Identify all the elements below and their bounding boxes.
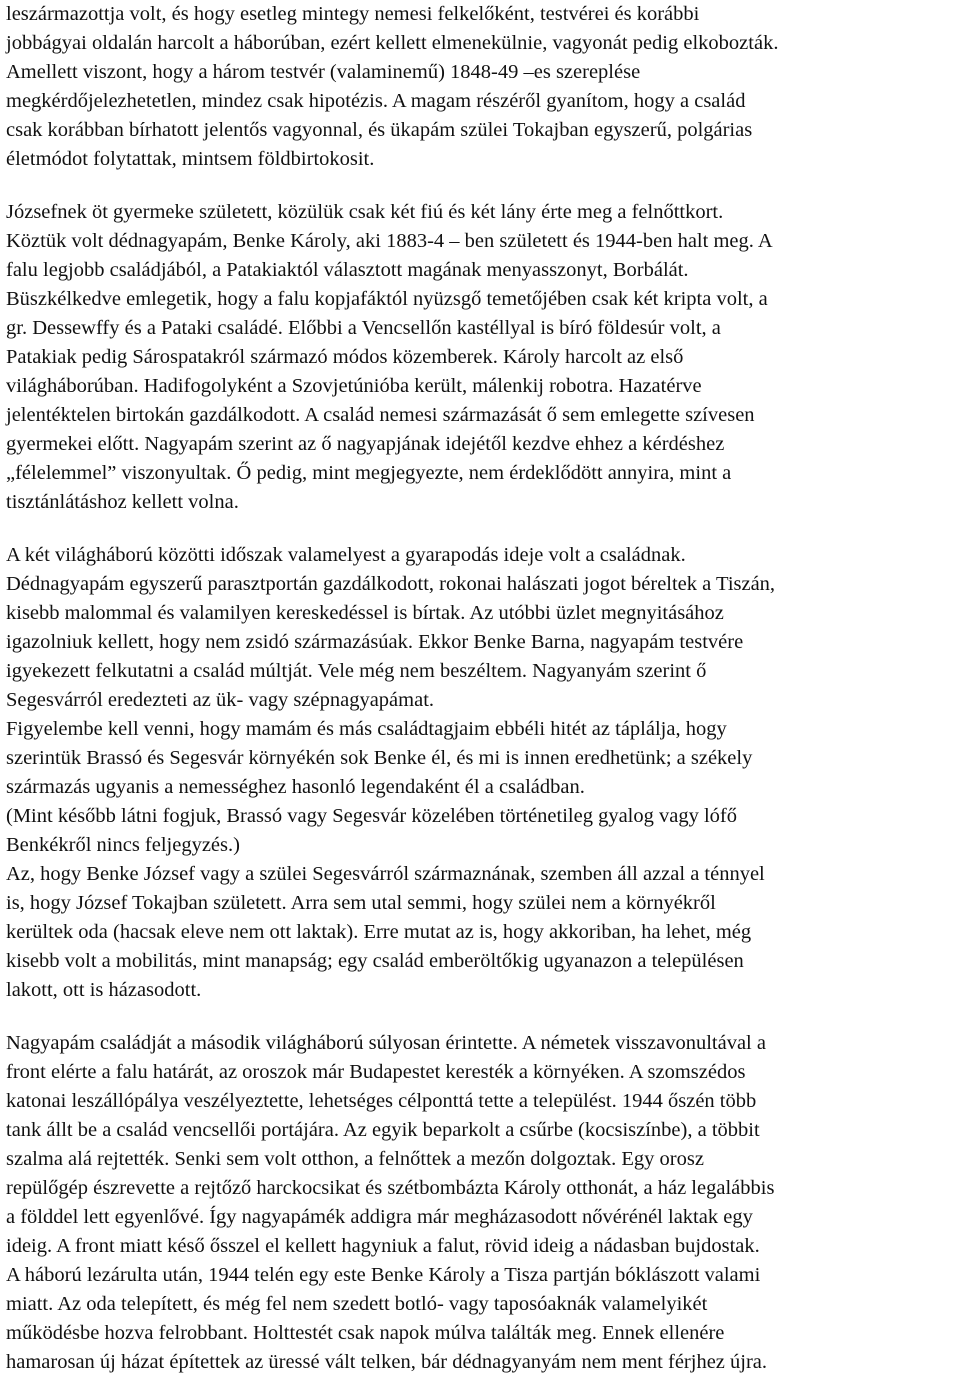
text-line: falu legjobb családjából, a Patakiaktól választott magának menyasszonyt, Borbálát. xyxy=(6,259,689,281)
text-line: A két világháború közötti időszak valamelyest a gyarapodás ideje volt a családnak. xyxy=(6,544,686,566)
text-line: Figyelembe kell venni, hogy mamám és más családtagjaim ebbéli hitét az táplálja, hogy xyxy=(6,718,727,740)
text-line: tisztánlátáshoz kellett volna. xyxy=(6,491,239,513)
document-page xyxy=(6,0,958,1377)
text-line: „félelemmel” viszonyultak. Ő pedig, mint megjegyezte, nem érdeklődött annyira, mint a xyxy=(6,462,732,484)
paragraph-gap xyxy=(6,1005,958,1029)
text-line: ideig. A front miatt késő ősszel el kellett hagyniuk a falut, rövid ideig a nádasban bujdostak. xyxy=(6,1235,760,1257)
text-line: Büszkélkedve emlegetik, hogy a falu kopjafáktól nyüzsgő temetőjében csak két kripta volt, a xyxy=(6,288,768,310)
paragraph-2 xyxy=(6,198,958,517)
paragraph-gap xyxy=(6,517,958,541)
text-line: is, hogy József Tokajban született. Arra sem utal semmi, hogy szülei nem a környékről xyxy=(6,892,716,914)
text-line: repülőgép észrevette a rejtőző harckocsikat és szétbombázta Károly otthonát, a ház legalábbis xyxy=(6,1177,775,1199)
text-line: szerintük Brassó és Segesvár környékén sok Benke él, és mi is innen eredhetünk; a székely xyxy=(6,747,753,769)
text-line: hamarosan új házat építettek az üressé vált telken, bár dédnagyanyám nem ment férjhez újra. xyxy=(6,1351,768,1373)
text-line: kisebb malommal és valamilyen kereskedéssel is bírtak. Az utóbbi üzlet megnyitásához xyxy=(6,602,724,624)
text-line: világháborúban. Hadifogolyként a Szovjetúnióba került, málenkij robotra. Hazatérve xyxy=(6,375,702,397)
text-line: igyekezett felkutatni a család múltját. Vele még nem beszéltem. Nagyanyám szerint ő xyxy=(6,660,707,682)
text-line: Dédnagyapám egyszerű parasztportán gazdálkodott, rokonai halászati jogot béreltek a Tiszán, xyxy=(6,573,776,595)
text-line: jobbágyai oldalán harcolt a háborúban, ezért kellett elmenekülnie, vagyonát pedig elkobozták. xyxy=(6,32,779,54)
text-line: Patakiak pedig Sárospatakról származó módos közemberek. Károly harcolt az első xyxy=(6,346,684,368)
paragraph-gap xyxy=(6,174,958,198)
text-line: Nagyapám családját a második világháború súlyosan érintette. A németek visszavonultával a xyxy=(6,1032,766,1054)
text-line: kisebb volt a mobilitás, mint manapság; egy család emberöltőkig ugyanazon a településen xyxy=(6,950,744,972)
text-line: miatt. Az oda telepített, és még fel nem szedett botló- vagy taposóaknák valamelyikét xyxy=(6,1293,708,1315)
text-line: jelentéktelen birtokán gazdálkodott. A család nemesi származását ő sem emlegette szívesen xyxy=(6,404,755,426)
text-line: csak korábban bírhatott jelentős vagyonnal, és ükapám szülei Tokajban egyszerű, polgárias xyxy=(6,119,753,141)
text-line: származás ugyanis a nemességhez hasonló legendaként él a családban. xyxy=(6,776,585,798)
text-line: működésbe hozva felrobbant. Holttestét csak napok múlva találták meg. Ennek ellenére xyxy=(6,1322,725,1344)
text-line: (Mint később látni fogjuk, Brassó vagy Segesvár közelében történetileg gyalog vagy lófő xyxy=(6,805,737,827)
text-line: leszármazottja volt, és hogy esetleg mintegy nemesi felkelőként, testvérei és korábbi xyxy=(6,3,700,25)
text-line: gr. Dessewffy és a Pataki családé. Előbbi a Vencsellőn kastéllyal is bíró földesúr volt, a xyxy=(6,317,721,339)
text-line: Segesvárról eredezteti az ük- vagy szépnagyapámat. xyxy=(6,689,435,711)
text-line: Amellett viszont, hogy a három testvér (valaminemű) 1848-49 –es szereplése xyxy=(6,61,641,83)
text-line: gyermekei előtt. Nagyapám szerint az ő nagyapjának idejétől kezdve ehhez a kérdéshez xyxy=(6,433,725,455)
text-line: a földdel lett egyenlővé. Így nagyapámék addigra már megházasodott nővérénél laktak egy xyxy=(6,1206,753,1228)
text-line: kerültek oda (hacsak eleve nem ott laktak). Erre mutat az is, hogy akkoriban, ha lehet, még xyxy=(6,921,752,943)
text-line: Az, hogy Benke József vagy a szülei Segesvárról származnának, szemben áll azzal a ténnyel xyxy=(6,863,765,885)
paragraph-3 xyxy=(6,541,958,1005)
text-line: Köztük volt dédnagyapám, Benke Károly, aki 1883-4 – ben született és 1944-ben halt meg. A xyxy=(6,230,773,252)
text-line: megkérdőjelezhetetlen, mindez csak hipotézis. A magam részéről gyanítom, hogy a család xyxy=(6,90,746,112)
paragraph-1 xyxy=(6,0,958,174)
text-line: szalma alá rejtették. Senki sem volt otthon, a felnőttek a mezőn dolgoztak. Egy orosz xyxy=(6,1148,704,1170)
text-line: tank állt be a család vencsellői portájára. Az egyik beparkolt a csűrbe (kocsiszínbe), a többit xyxy=(6,1119,760,1141)
text-line: Benkékről nincs feljegyzés.) xyxy=(6,834,240,856)
text-line: lakott, ott is házasodott. xyxy=(6,979,202,1001)
text-line: katonai leszállópálya veszélyeztette, lehetséges célponttá tette a települést. 1944 őszén több xyxy=(6,1090,757,1112)
text-line: Józsefnek öt gyermeke született, közülük csak két fiú és két lány érte meg a felnőttkort. xyxy=(6,201,724,223)
text-line: front elérte a falu határát, az oroszok már Budapestet keresték a környéken. A szomszédos xyxy=(6,1061,746,1083)
text-line: A háború lezárulta után, 1944 telén egy este Benke Károly a Tisza partján bóklászott valami xyxy=(6,1264,761,1286)
text-line: életmódot folytattak, mintsem földbirtokosit. xyxy=(6,148,375,170)
paragraph-4 xyxy=(6,1029,958,1377)
text-line: igazolniuk kellett, hogy nem zsidó származásúak. Ekkor Benke Barna, nagyapám testvére xyxy=(6,631,744,653)
